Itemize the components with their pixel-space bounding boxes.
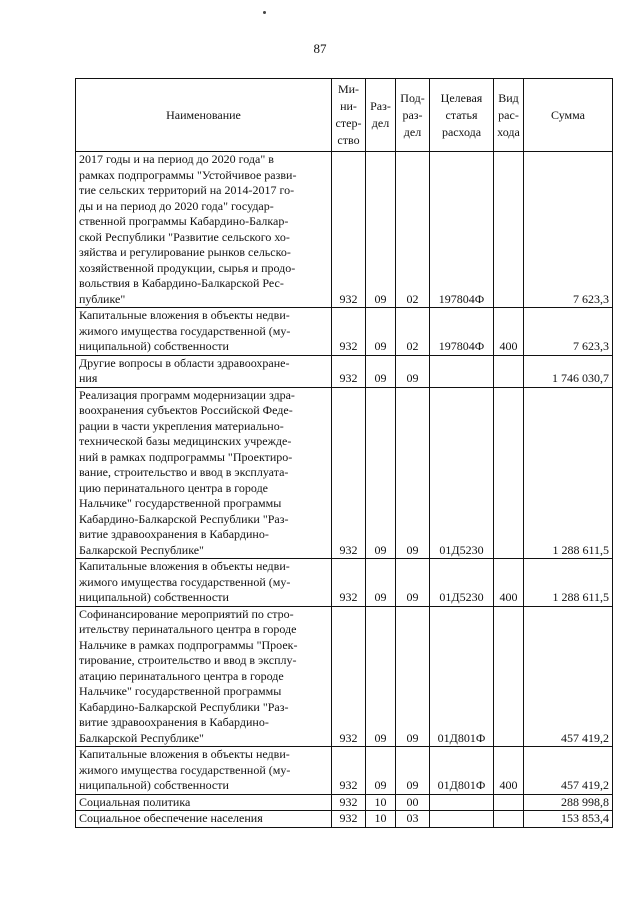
- row-target: 01Д5230: [430, 387, 494, 559]
- row-name: Социальная политика: [76, 794, 332, 811]
- row-section: 10: [366, 811, 396, 828]
- header-subsection: Под- раз- дел: [396, 79, 430, 152]
- row-amount: 7 623,3: [524, 152, 613, 308]
- row-amount: 1 746 030,7: [524, 355, 613, 387]
- row-ministry: 932: [332, 559, 366, 607]
- row-subsection: 02: [396, 308, 430, 356]
- row-type: 400: [494, 559, 524, 607]
- row-amount: 457 419,2: [524, 606, 613, 747]
- row-name: Реализация программ модернизации здра- воохранения субъектов Российской Феде- рации в части укрепления материально- технической базы медицинских учрежде- ний в рамках подпрограммы "Проектиро- вание, строительство и ввод в эксплуата- цию перинатального центра в городе Нальчике" государственной программы Кабардино-Балкарской Республики "Раз- витие здравоохранения в Кабардино- Балкарской Республике": [76, 387, 332, 559]
- row-section: 10: [366, 794, 396, 811]
- row-name: Софинансирование мероприятий по стро- ительству перинатального центра в городе Нальчике в рамках подпрограммы "Проек- тирование, строительство и ввод в эксплу- атацию перинатального центра в городе Нальчике" государственной программы Кабардино-Балкарской Республики "Раз- витие здравоохранения в Кабардино- Балкарской Республике": [76, 606, 332, 747]
- budget-table: [75, 78, 613, 828]
- row-name: Социальное обеспечение населения: [76, 811, 332, 828]
- row-subsection: 00: [396, 794, 430, 811]
- row-ministry: 932: [332, 355, 366, 387]
- row-section: 09: [366, 559, 396, 607]
- row-type: 400: [494, 747, 524, 795]
- row-type: [494, 152, 524, 308]
- row-type: [494, 387, 524, 559]
- row-target: 01Д801Ф: [430, 747, 494, 795]
- row-subsection: 09: [396, 387, 430, 559]
- row-target: 197804Ф: [430, 152, 494, 308]
- table-row: [76, 308, 613, 356]
- header-name: Наименование: [76, 79, 332, 152]
- table-row: [76, 387, 613, 559]
- row-amount: 153 853,4: [524, 811, 613, 828]
- row-ministry: 932: [332, 606, 366, 747]
- row-amount: 1 288 611,5: [524, 387, 613, 559]
- header-target: Целевая статья расхода: [430, 79, 494, 152]
- row-subsection: 09: [396, 355, 430, 387]
- row-section: 09: [366, 747, 396, 795]
- row-ministry: 932: [332, 811, 366, 828]
- table-row: [76, 606, 613, 747]
- row-type: [494, 606, 524, 747]
- header-amount: Сумма: [524, 79, 613, 152]
- row-ministry: 932: [332, 387, 366, 559]
- table-header-row: [76, 79, 613, 152]
- row-type: [494, 794, 524, 811]
- scan-dot: [263, 11, 266, 14]
- row-amount: 1 288 611,5: [524, 559, 613, 607]
- row-subsection: 09: [396, 747, 430, 795]
- row-subsection: 09: [396, 559, 430, 607]
- row-amount: 457 419,2: [524, 747, 613, 795]
- row-amount: 7 623,3: [524, 308, 613, 356]
- row-ministry: 932: [332, 308, 366, 356]
- row-target: 197804Ф: [430, 308, 494, 356]
- row-target: [430, 811, 494, 828]
- page-number: 87: [313, 41, 327, 56]
- table-row: [76, 794, 613, 811]
- row-ministry: 932: [332, 747, 366, 795]
- row-section: 09: [366, 152, 396, 308]
- row-name: 2017 годы и на период до 2020 года" в рамках подпрограммы "Устойчивое разви- тие сельских территорий на 2014-2017 го- ды и на период до 2020 года" государ- ственной программы Кабардино-Балкар- ской Республики "Развитие сельского хо- зяйства и регулирование рынков сельско- хозяйственной продукции, сырья и продо- вольствия в Кабардино-Балкарской Рес- публике": [76, 152, 332, 308]
- row-amount: 288 998,8: [524, 794, 613, 811]
- table-row: [76, 811, 613, 828]
- row-name: Капитальные вложения в объекты недви- жимого имущества государственной (му- ниципальной) собственности: [76, 308, 332, 356]
- row-name: Капитальные вложения в объекты недви- жимого имущества государственной (му- ниципальной) собственности: [76, 747, 332, 795]
- row-subsection: 03: [396, 811, 430, 828]
- row-target: [430, 355, 494, 387]
- row-name: Другие вопросы в области здравоохране- ния: [76, 355, 332, 387]
- row-section: 09: [366, 606, 396, 747]
- row-subsection: 02: [396, 152, 430, 308]
- row-subsection: 09: [396, 606, 430, 747]
- row-section: 09: [366, 387, 396, 559]
- table-row: [76, 355, 613, 387]
- row-target: 01Д801Ф: [430, 606, 494, 747]
- row-type: 400: [494, 308, 524, 356]
- row-section: 09: [366, 308, 396, 356]
- row-target: 01Д5230: [430, 559, 494, 607]
- header-ministry: Ми- ни- стер- ство: [332, 79, 366, 152]
- row-name: Капитальные вложения в объекты недви- жимого имущества государственной (му- ниципальной) собственности: [76, 559, 332, 607]
- table-row: [76, 747, 613, 795]
- row-ministry: 932: [332, 152, 366, 308]
- table-row: [76, 152, 613, 308]
- table-row: [76, 559, 613, 607]
- row-type: [494, 355, 524, 387]
- header-section: Раз- дел: [366, 79, 396, 152]
- row-target: [430, 794, 494, 811]
- row-section: 09: [366, 355, 396, 387]
- row-ministry: 932: [332, 794, 366, 811]
- row-type: [494, 811, 524, 828]
- header-type: Вид рас- хода: [494, 79, 524, 152]
